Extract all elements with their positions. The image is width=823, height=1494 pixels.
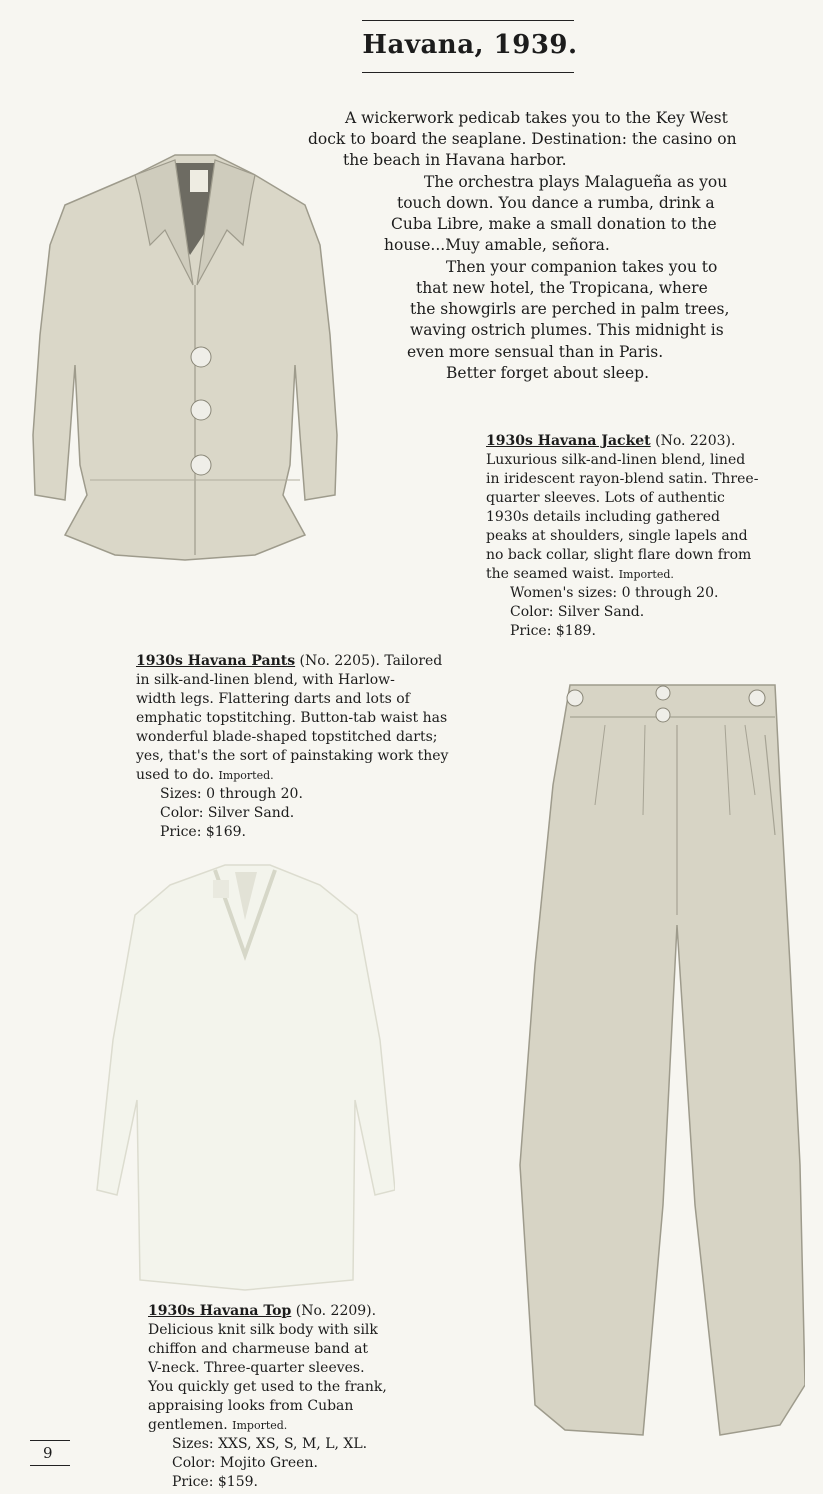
price: Price: $159. (172, 1474, 258, 1490)
intro-line: the showgirls are perched in palm trees, (410, 300, 730, 318)
pants-image (445, 665, 805, 1445)
price: Price: $169. (160, 824, 246, 840)
page-title: Havana, 1939. (362, 30, 578, 60)
intro-line: even more sensual than in Paris. (407, 343, 664, 361)
desc-line: quarter sleeves. Lots of authentic (486, 490, 725, 506)
desc-line: peaks at shoulders, single lapels and (486, 528, 748, 544)
intro-line: Better forget about sleep. (446, 364, 649, 382)
desc-line: the seamed waist. (486, 566, 615, 582)
imported-note: Imported. (218, 769, 274, 782)
product-number: (No. 2209). (291, 1303, 377, 1319)
title-bottom-rule (362, 72, 574, 73)
desc-line: appraising looks from Cuban (148, 1398, 354, 1414)
desc-line: in iridescent rayon-blend satin. Three- (486, 471, 759, 487)
sizes: Sizes: XXS, XS, S, M, L, XL. (172, 1436, 368, 1452)
imported-note: Imported. (618, 568, 674, 581)
desc-line: in silk-and-linen blend, with Harlow- (136, 672, 395, 688)
desc-line: Delicious knit silk body with silk (148, 1322, 378, 1338)
desc-line: width legs. Flattering darts and lots of (136, 691, 410, 707)
product-name: 1930s Havana Pants (136, 653, 296, 669)
intro-line: Cuba Libre, make a small donation to the (391, 215, 717, 233)
desc-line: You quickly get used to the frank, (148, 1379, 387, 1395)
desc-line: Luxurious silk-and-linen blend, lined (486, 452, 746, 468)
desc-line: gentlemen. (148, 1417, 228, 1433)
sizes: Women's sizes: 0 through 20. (510, 585, 719, 601)
desc-line: used to do. (136, 767, 214, 783)
intro-line: house...Muy amable, señora. (384, 236, 610, 254)
desc-line: V-neck. Three-quarter sleeves. (148, 1360, 365, 1376)
color: Color: Silver Sand. (160, 805, 295, 821)
product-name: 1930s Havana Top (148, 1303, 292, 1319)
desc-line: yes, that's the sort of painstaking work they (136, 748, 449, 764)
page-number: 9 (43, 1444, 53, 1462)
intro-line: The orchestra plays Malagueña as you (424, 173, 728, 191)
product-top (148, 1302, 387, 1492)
product-name: 1930s Havana Jacket (486, 433, 651, 449)
desc-line: wonderful blade-shaped topstitched darts; (136, 729, 438, 745)
sizes: Sizes: 0 through 20. (160, 786, 303, 802)
color: Color: Silver Sand. (510, 604, 645, 620)
intro-line: the beach in Havana harbor. (343, 151, 567, 169)
price: Price: $189. (510, 623, 596, 639)
color: Color: Mojito Green. (172, 1455, 318, 1471)
intro-line: Then your companion takes you to (446, 258, 718, 276)
product-number: (No. 2203). (650, 433, 736, 449)
product-number: (No. 2205). Tailored (295, 653, 443, 669)
intro-line: A wickerwork pedicab takes you to the Key West (345, 109, 728, 127)
imported-note: Imported. (232, 1419, 288, 1432)
intro-line: waving ostrich plumes. This midnight is (410, 321, 724, 339)
title-top-rule (362, 20, 574, 21)
product-jacket (486, 432, 758, 641)
intro-line: dock to board the seaplane. Destination: the casino on (308, 130, 737, 148)
desc-line: 1930s details including gathered (486, 509, 720, 525)
page-number-top-rule (30, 1440, 70, 1441)
page-number-bottom-rule (30, 1465, 70, 1466)
desc-line: no back collar, slight flare down from (486, 547, 752, 563)
desc-line: chiffon and charmeuse band at (148, 1341, 369, 1357)
desc-line: emphatic topstitching. Button-tab waist has (136, 710, 448, 726)
intro-line: touch down. You dance a rumba, drink a (397, 194, 715, 212)
jacket-image (15, 135, 355, 585)
intro-line: that new hotel, the Tropicana, where (416, 279, 708, 297)
product-pants (136, 652, 448, 842)
top-image (95, 860, 395, 1300)
